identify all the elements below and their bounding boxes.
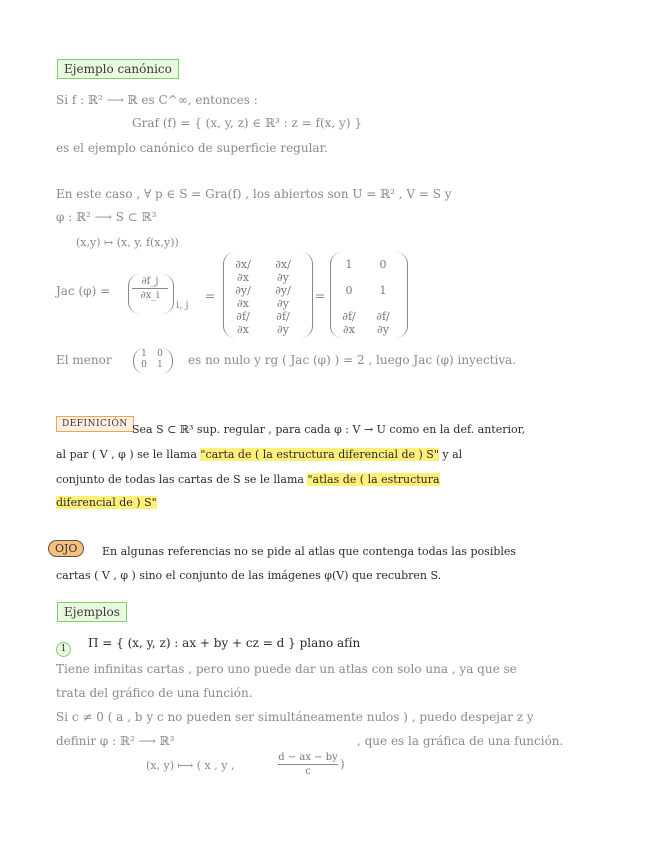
definition-line-2-a: al par ( V , φ ) se le llama	[56, 448, 201, 461]
highlight-atlas-definition: "atlas de ( la estructura	[307, 473, 440, 486]
minor-text-a: El menor	[56, 353, 112, 367]
example-line-3: Si c ≠ 0 ( a , b y c no pueden ser simultáneamente nulos ) , puedo despejar z y	[56, 710, 534, 724]
definition-line-2-b: y al	[438, 448, 463, 461]
line-canonical-surface: es el ejemplo canónico de superficie regular.	[56, 141, 328, 155]
line-phi-rule: (x,y) ↦ (x, y, f(x,y))	[76, 236, 179, 249]
examples-title-text: Ejemplos	[64, 605, 120, 619]
definition-line-2	[56, 448, 462, 461]
example-1-number	[56, 636, 71, 657]
jacobian-index: i, j	[176, 300, 189, 311]
example-line-1: Tiene infinitas cartas , pero uno puede dar un atlas con solo una , ya que se	[56, 662, 517, 676]
fraction-denominator: c	[305, 766, 311, 777]
fraction-bar	[132, 288, 168, 289]
equals-sign: =	[205, 289, 216, 303]
matrix-cell: 0	[379, 258, 387, 271]
partial-denominator: ∂x_i	[140, 290, 160, 301]
examples-title	[57, 602, 127, 622]
definition-line-1: Sea S ⊂ ℝ³ sup. regular , para cada φ : V → U como en la def. anterior,	[132, 423, 526, 436]
definition-line-3-a: conjunto de todas las cartas de S se le llama	[56, 473, 308, 486]
section-title-canonical-example	[57, 59, 179, 79]
example-number-circle: 1	[56, 642, 71, 657]
matrix-cell: 0	[141, 360, 147, 370]
example-1-plane: Π = { (x, y, z) : ax + by + cz = d } plano afín	[88, 636, 361, 650]
fraction-bar	[278, 764, 338, 765]
matrix-cell: 0	[345, 284, 353, 297]
ojo-line-1: En algunas referencias no se pide al atlas que contenga todas las posibles	[102, 545, 517, 558]
example-line-5-b: )	[340, 757, 345, 771]
matrix-cell: 1	[157, 360, 163, 370]
section-title-text: Ejemplo canónico	[64, 62, 172, 76]
matrix-cell: 1	[141, 349, 147, 359]
despejar-z-fraction	[278, 752, 338, 777]
ojo-label-text: OJO	[55, 542, 78, 555]
line-if-f-smooth: Si f : ℝ² ⟶ ℝ es C^∞, entonces :	[56, 93, 258, 107]
fraction-numerator: d − ax − by	[278, 752, 338, 763]
example-line-4-b: , que es la gráfica de una función.	[357, 734, 564, 748]
ojo-badge	[48, 540, 84, 557]
definition-line-3	[56, 473, 440, 486]
highlight-chart-definition: "carta de ( la estructura diferencial de ) S"	[200, 448, 439, 461]
definition-label-text: DEFINICIÓN	[62, 419, 128, 429]
partial-numerator: ∂f_j	[141, 276, 159, 287]
ojo-line-2: cartas ( V , φ ) sino el conjunto de las imágenes φ(V) que recubren S.	[56, 569, 442, 582]
definition-line-4	[56, 496, 157, 509]
jacobian-partial-fraction	[132, 276, 168, 301]
matrix-cell: 0	[157, 349, 163, 359]
matrix-cell: ∂f/∂y	[276, 310, 290, 336]
example-line-4-a: definir φ : ℝ² ⟶ ℝ³	[56, 734, 175, 748]
minor-text-b: es no nulo y rg ( Jac (φ) ) = 2 , luego Jac (φ) inyectiva.	[188, 353, 517, 367]
matrix-cell: ∂x/∂x	[235, 258, 251, 284]
example-line-2: trata del gráfico de una función.	[56, 686, 253, 700]
jacobian-label: Jac (φ) =	[56, 284, 111, 298]
matrix-cell: 1	[345, 258, 353, 271]
matrix-cell: ∂y/∂y	[275, 284, 291, 310]
matrix-cell: ∂f/∂y	[376, 310, 390, 336]
example-line-5-a: (x, y) ⟼ ( x , y ,	[146, 759, 235, 772]
matrix-cell: ∂y/∂x	[235, 284, 251, 310]
matrix-cell: ∂f/∂x	[342, 310, 356, 336]
matrix-cell: 1	[379, 284, 387, 297]
matrix-cell: ∂x/∂y	[275, 258, 291, 284]
line-phi-map: φ : ℝ² ⟶ S ⊂ ℝ³	[56, 210, 157, 224]
graph-definition: Graf (f) = { (x, y, z) ∈ ℝ³ : z = f(x, y) }	[132, 116, 362, 130]
matrix-cell: ∂f/∂x	[236, 310, 250, 336]
definition-label	[56, 416, 134, 432]
highlight-atlas-definition-end: diferencial de ) S"	[56, 496, 157, 509]
equals-sign-2: =	[315, 289, 326, 303]
line-open-sets: En este caso , ∀ p ∈ S = Gra(f) , los abiertos son U = ℝ² , V = S y	[56, 187, 452, 201]
